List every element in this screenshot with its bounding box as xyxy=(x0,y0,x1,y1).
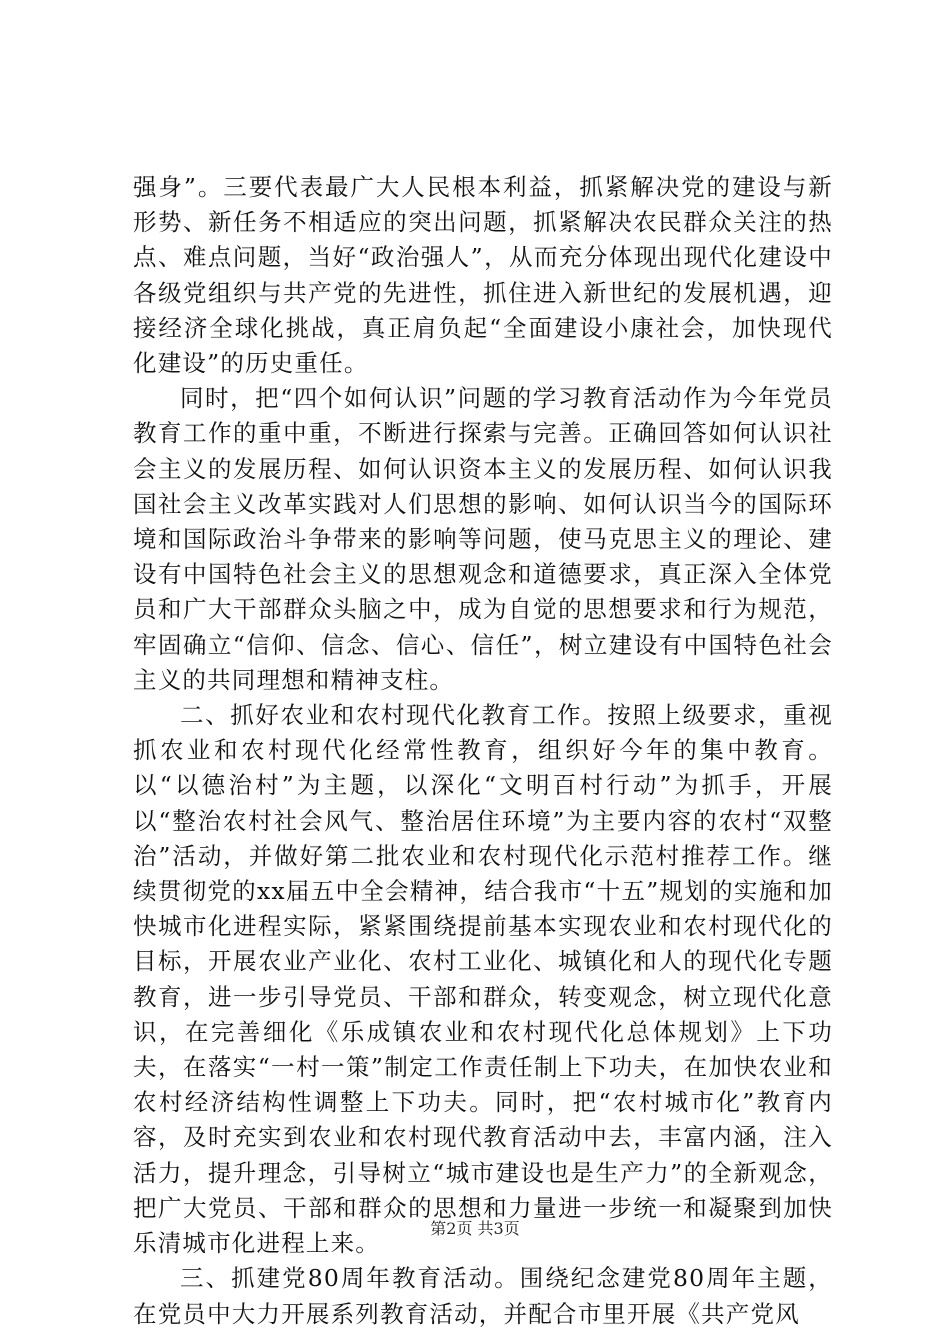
document-body xyxy=(133,170,833,1332)
paragraph-section-two: 二、抓好农业和农村现代化教育工作。按照上级要求，重视抓农业和农村现代化经常性教育，组织好今年的集中教育。以“以德治村”为主题，以深化“文明百村行动”为抓手，开展以“整治农村社会风气、整治居住环境”为主要内容的农村“双整治”活动，并做好第二批农业和农村现代化示范村推荐工作。继续贯彻党的xx届五中全会精神，结合我市“十五”规划的实施和加快城市化进程实际，紧紧围绕提前基本实现农业和农村现代化的目标，开展农业产业化、农村工业化、城镇化和人的现代化专题教育，进一步引导党员、干部和群众，转变观念，树立现代化意识，在完善细化《乐成镇农业和农村现代化总体规划》上下功夫，在落实“一村一策”制定工作责任制上下功夫，在加快农业和农村经济结构性调整上下功夫。同时，把“农村城市化”教育内容，及时充实到农业和农村现代教育活动中去，丰富内涵，注入活力，提升理念，引导树立“城市建设也是生产力”的全新观念，把广大党员、干部和群众的思想和力量进一步统一和凝聚到加快乐清城市化进程上来。 xyxy=(133,701,833,1258)
paragraph-section-three: 三、抓建党80周年教育活动。围绕纪念建党80周年主题，在党员中大力开展系列教育活动，并配合市里开展《共产党风 xyxy=(133,1264,833,1328)
paragraph-continuation: 强身”。三要代表最广大人民根本利益，抓紧解决党的建设与新形势、新任务不相适应的突出问题，抓紧解决农民群众关注的热点、难点问题，当好“政治强人”，从而充分体现出现代化建设中各级党组织与共产党的先进性，抓住进入新世纪的发展机遇，迎接经济全球化挑战，真正肩负起“全面建设小康社会，加快现代化建设”的历史重任。 xyxy=(133,173,833,378)
paragraph-four-understandings: 同时，把“四个如何认识”问题的学习教育活动作为今年党员教育工作的重中重，不断进行探索与完善。正确回答如何认识社会主义的发展历程、如何认识资本主义的发展历程、如何认识我国社会主义改革实践对人们思想的影响、如何认识当今的国际环境和国际政治斗争带来的影响等问题，使马克思主义的理论、建设有中国特色社会主义的思想观念和道德要求，真正深入全体党员和广大干部群众头脑之中，成为自觉的思想要求和行为规范，牢固确立“信仰、信念、信心、信任”，树立建设有中国特色社会主义的共同理想和精神支柱。 xyxy=(133,384,833,694)
page-footer: 第2页 共3页 xyxy=(430,1219,520,1238)
